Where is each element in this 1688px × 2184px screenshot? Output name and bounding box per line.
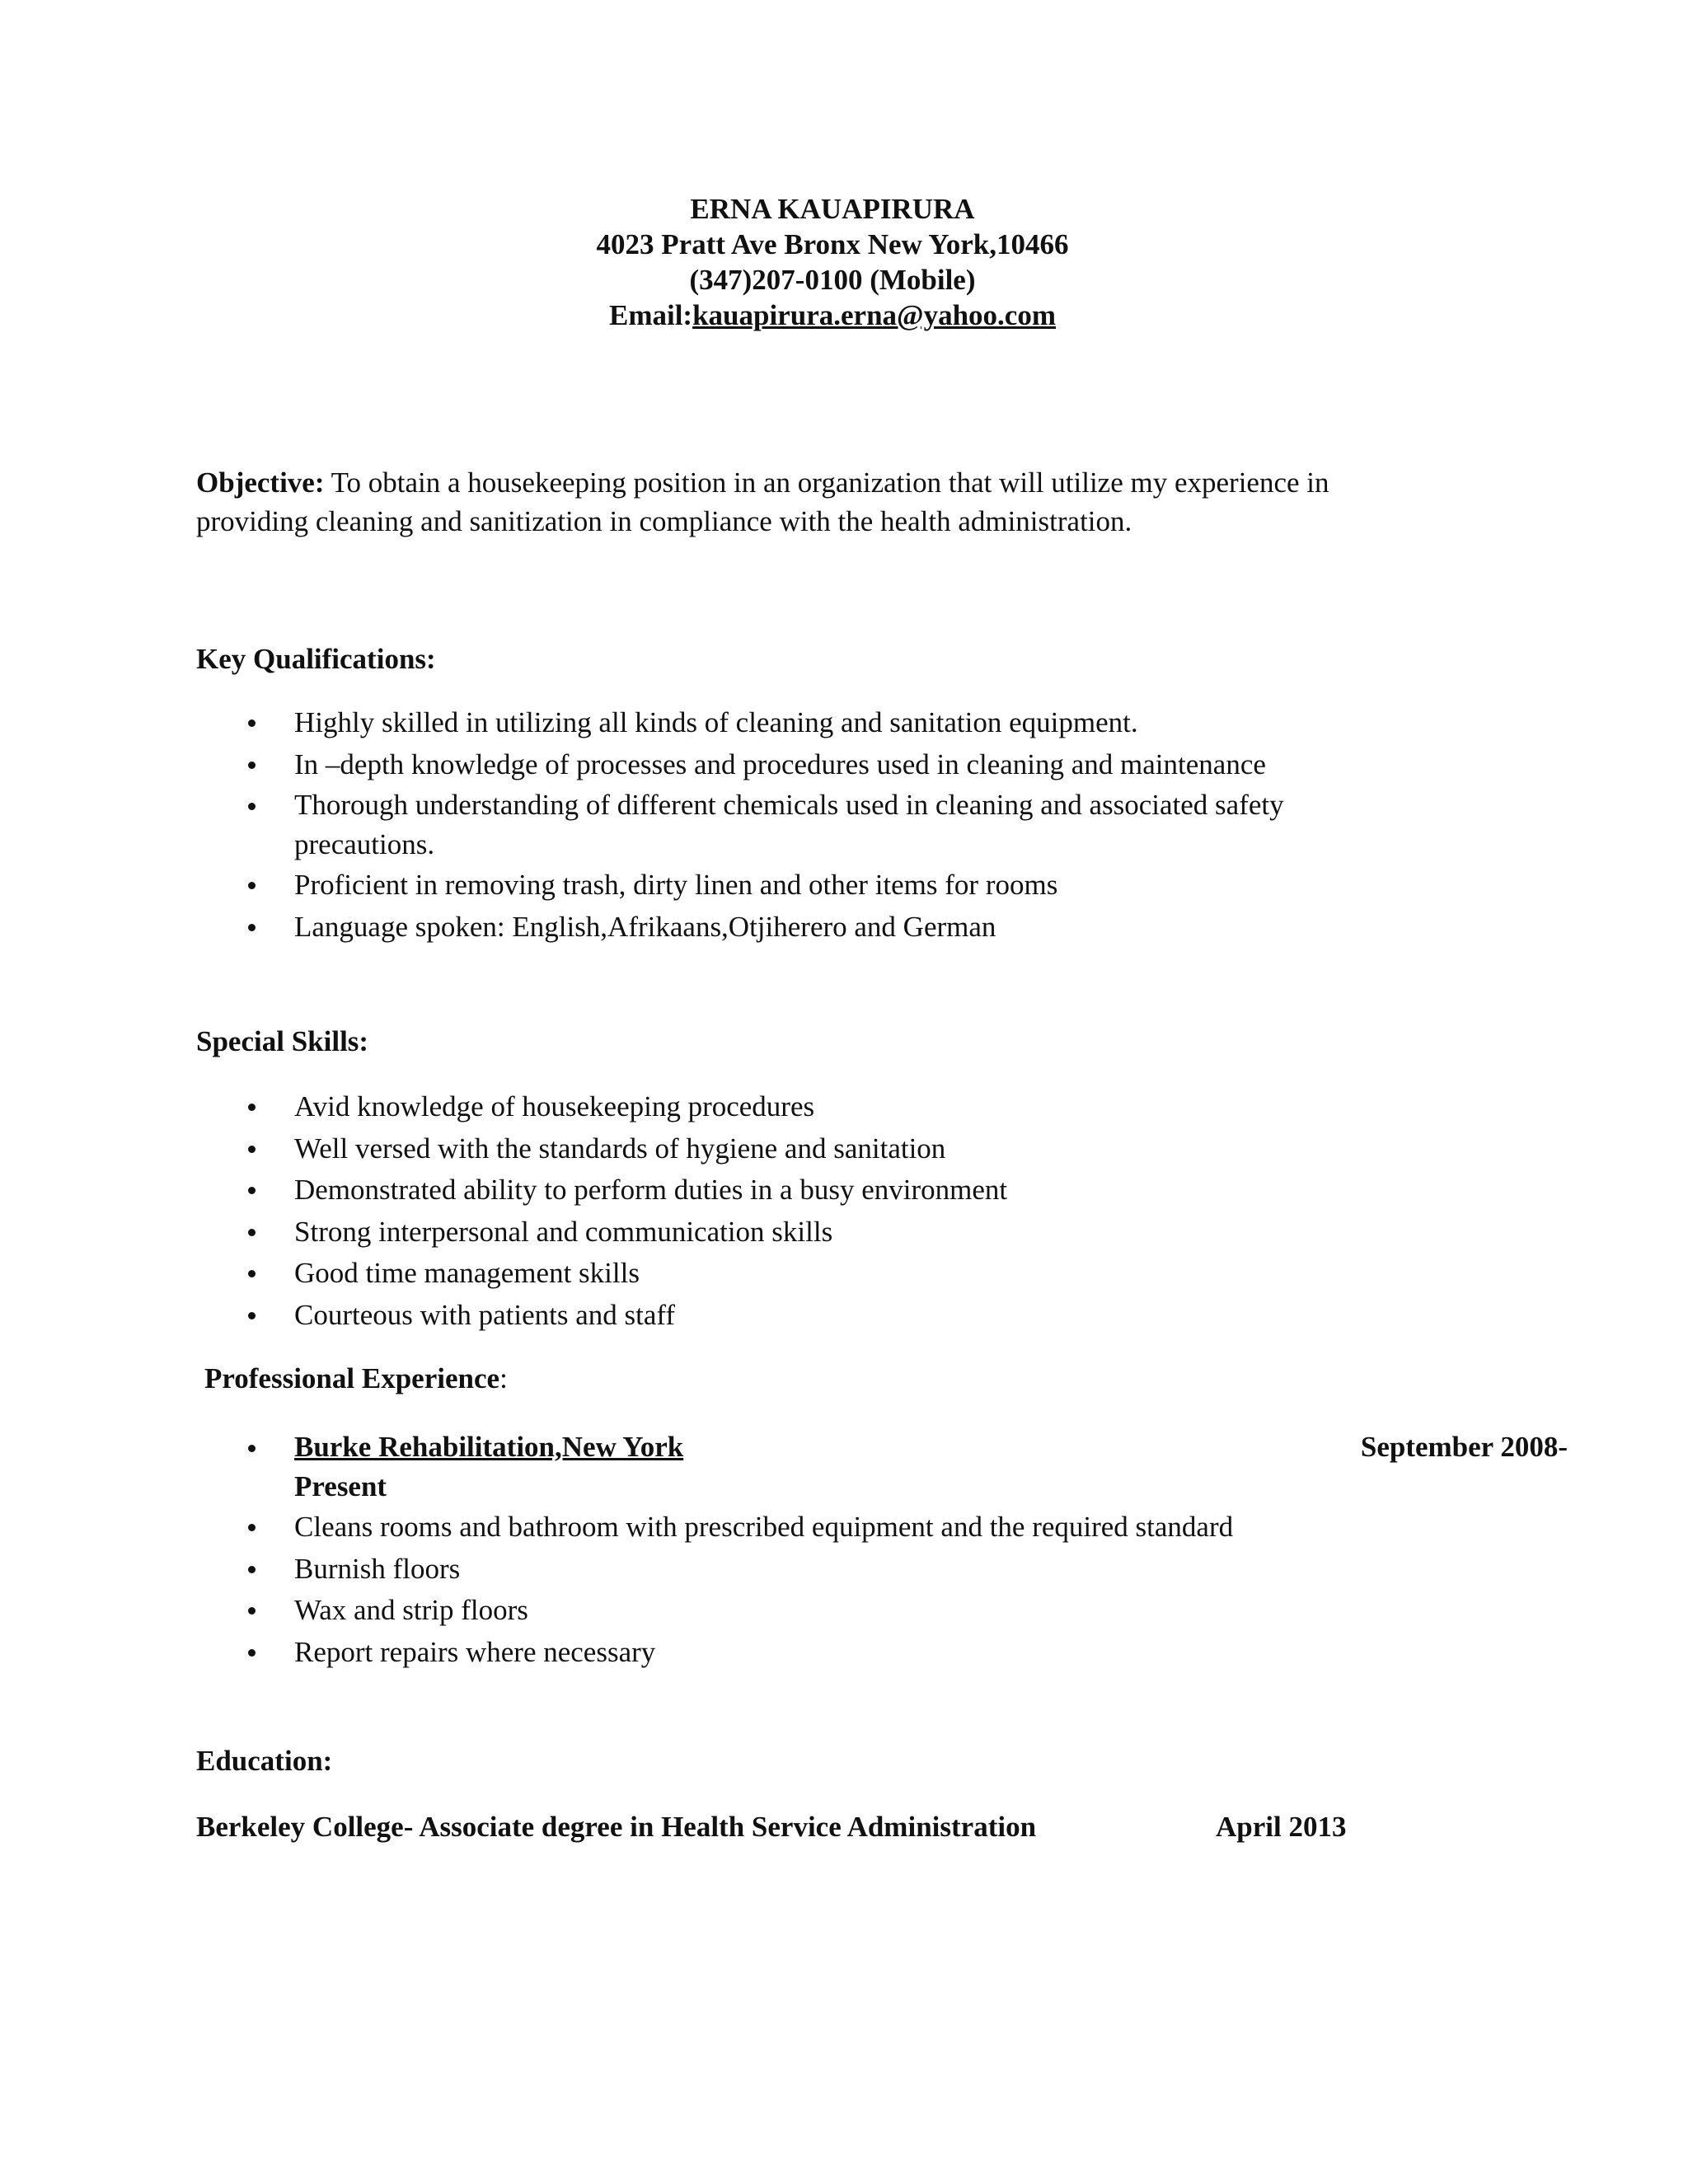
bullet-icon bbox=[248, 1104, 256, 1111]
email-label: Email: bbox=[608, 299, 693, 331]
resume-header bbox=[0, 191, 1665, 333]
bullet-icon bbox=[248, 1229, 256, 1236]
bullet-icon bbox=[248, 1312, 256, 1319]
list-item: Proficient in removing trash, dirty linen and other items for rooms bbox=[196, 865, 1498, 907]
objective-line-1 bbox=[196, 463, 1329, 502]
professional-experience-heading: Professional Experience: bbox=[204, 1362, 508, 1394]
key-qualifications-heading: Key Qualifications: bbox=[196, 643, 436, 675]
list-item: Thorough understanding of different chemicals used in cleaning and associated safety bbox=[196, 785, 1498, 825]
list-item: Highly skilled in utilizing all kinds of cleaning and sanitation equipment. bbox=[196, 702, 1498, 744]
list-item-continuation: precautions. bbox=[294, 828, 435, 860]
bullet-icon bbox=[248, 1524, 256, 1531]
list-item: Burnish floors bbox=[196, 1549, 1498, 1591]
employment-dates: September 2008- bbox=[1360, 1431, 1568, 1463]
professional-experience-list bbox=[196, 1427, 1568, 1673]
list-item: Cleans rooms and bathroom with prescribed equipment and the required standard bbox=[196, 1507, 1498, 1549]
list-item: Avid knowledge of housekeeping procedures bbox=[196, 1086, 1498, 1128]
list-item: Good time management skills bbox=[196, 1253, 1498, 1295]
bullet-icon bbox=[248, 1270, 256, 1277]
list-item: Strong interpersonal and communication skills bbox=[196, 1212, 1498, 1254]
special-skills-heading: Special Skills: bbox=[196, 1025, 369, 1057]
bullet-icon bbox=[248, 924, 256, 931]
bullet-icon bbox=[248, 1445, 256, 1452]
bullet-icon bbox=[248, 1607, 256, 1615]
special-skills-list bbox=[196, 1086, 1498, 1336]
list-item: Wax and strip floors bbox=[196, 1590, 1498, 1632]
candidate-address: 4023 Pratt Ave Bronx New York,10466 bbox=[596, 228, 1069, 260]
education-date: April 2013 bbox=[1216, 1811, 1347, 1843]
bullet-icon bbox=[248, 1566, 256, 1573]
key-qualifications-list bbox=[196, 702, 1498, 948]
experience-entry bbox=[196, 1427, 1568, 1507]
bullet-icon bbox=[248, 803, 256, 810]
education-heading: Education: bbox=[196, 1745, 333, 1777]
list-item: Well versed with the standards of hygiene and sanitation bbox=[196, 1128, 1498, 1170]
bullet-icon bbox=[248, 1649, 256, 1657]
education-entry: Berkeley College- Associate degree in Health Service Administration bbox=[196, 1811, 1037, 1843]
objective-section bbox=[196, 463, 1329, 541]
candidate-phone: (347)207-0100 (Mobile) bbox=[689, 264, 976, 296]
bullet-icon bbox=[248, 1187, 256, 1194]
list-item: In –depth knowledge of processes and procedures used in cleaning and maintenance bbox=[196, 744, 1498, 786]
candidate-email-line bbox=[0, 298, 1665, 333]
candidate-name: ERNA KAUAPIRURA bbox=[690, 193, 975, 225]
experience-title-line bbox=[294, 1427, 1568, 1467]
bullet-icon bbox=[248, 1146, 256, 1153]
list-item: Language spoken: English,Afrikaans,Otjiherero and German bbox=[196, 907, 1498, 949]
employment-dates-continuation: Present bbox=[294, 1470, 387, 1502]
objective-text-2: providing cleaning and sanitization in compliance with the health administration. bbox=[196, 505, 1132, 537]
employer-name: Burke Rehabilitation,New York bbox=[294, 1431, 684, 1463]
email-link[interactable]: kauapirura.erna@yahoo.com bbox=[692, 299, 1056, 331]
list-item: Courteous with patients and staff bbox=[196, 1295, 1498, 1337]
objective-text-1: To obtain a housekeeping position in an organization that will utilize my experience in bbox=[324, 466, 1329, 499]
bullet-icon bbox=[248, 762, 256, 769]
bullet-icon bbox=[248, 882, 256, 889]
objective-label: Objective: bbox=[196, 466, 325, 499]
bullet-icon bbox=[248, 719, 256, 727]
list-item: Report repairs where necessary bbox=[196, 1632, 1498, 1674]
list-item: Demonstrated ability to perform duties in a busy environment bbox=[196, 1169, 1498, 1212]
